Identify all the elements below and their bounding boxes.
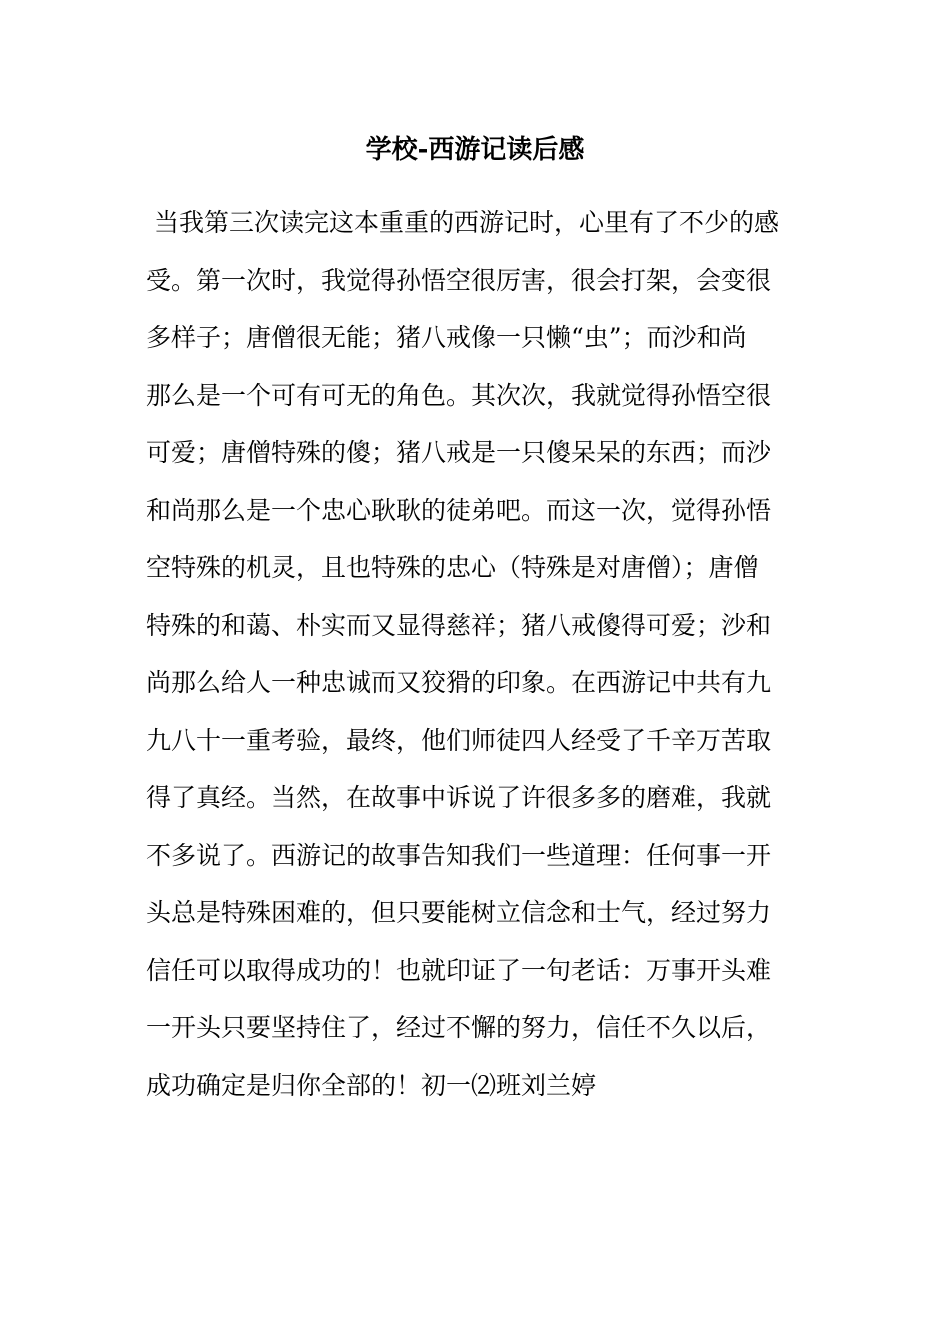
body-line: 头总是特殊困难的，但只要能树立信念和士气，经过努力 bbox=[146, 898, 772, 927]
body-line: 尚那么给人一种忠诚而又狡猾的印象。在西游记中共有九 bbox=[146, 668, 772, 697]
body-line: 和尚那么是一个忠心耿耿的徒弟吧。而这一次，觉得孙悟 bbox=[146, 495, 772, 525]
body-line: 多样子；唐僧很无能；猪八戒像一只懒“虫”；而沙和尚 bbox=[146, 323, 747, 352]
body-line: 信任可以取得成功的！也就印证了一句老话：万事开头难 bbox=[146, 955, 772, 985]
body-line: 当我第三次读完这本重重的西游记时，心里有了不少的感 bbox=[146, 208, 779, 237]
body-line: 成功确定是归你全部的！初一⑵班刘兰婷 bbox=[146, 1070, 597, 1100]
body-line: 九八十一重考验，最终，他们师徒四人经受了千辛万苦取 bbox=[146, 725, 772, 755]
body-line: 可爱；唐僧特殊的傻；猪八戒是一只傻呆呆的东西；而沙 bbox=[146, 438, 772, 467]
body-line: 空特殊的机灵，且也特殊的忠心（特殊是对唐僧）；唐僧 bbox=[146, 553, 759, 582]
document-body bbox=[146, 198, 810, 1118]
body-line: 一开头只要坚持住了，经过不懈的努力，信任不久以后， bbox=[146, 1013, 772, 1042]
body-line: 得了真经。当然，在故事中诉说了许很多多的磨难，我就 bbox=[146, 783, 772, 812]
body-line: 那么是一个可有可无的角色。其次次，我就觉得孙悟空很 bbox=[146, 380, 772, 410]
body-line: 特殊的和蔼、朴实而又显得慈祥；猪八戒傻得可爱；沙和 bbox=[146, 610, 772, 640]
body-line: 不多说了。西游记的故事告知我们一些道理：任何事一开 bbox=[146, 840, 772, 870]
document-title: 学校-西游记读后感 bbox=[365, 135, 585, 165]
body-line: 受。第一次时，我觉得孙悟空很厉害，很会打架，会变很 bbox=[146, 265, 772, 295]
